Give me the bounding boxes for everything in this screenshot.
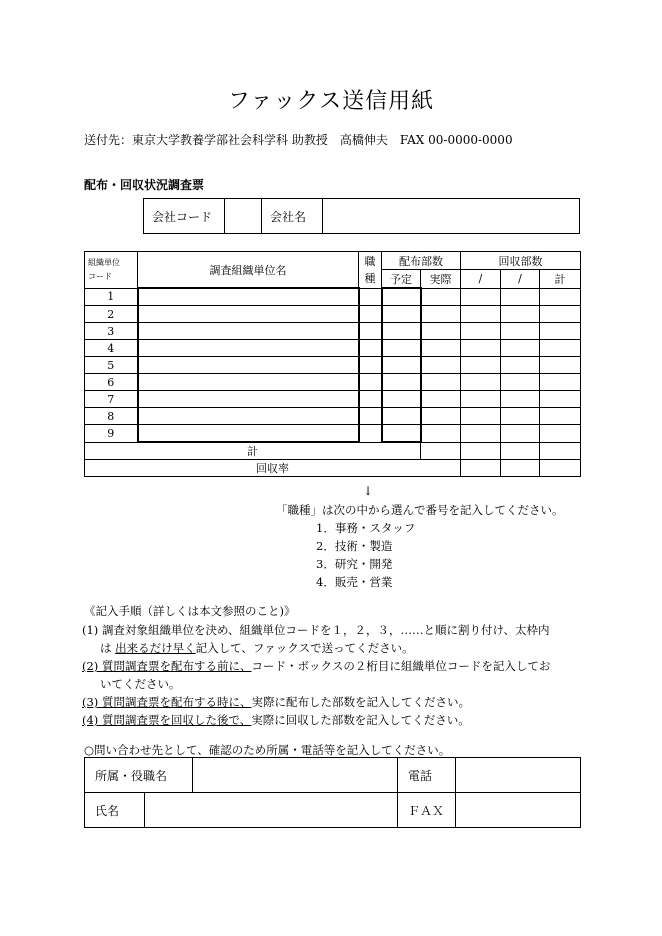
row-code: 1 xyxy=(85,288,138,306)
total-actual-cell[interactable] xyxy=(421,442,461,460)
collected-cell-1[interactable] xyxy=(461,288,501,306)
collected-total-cell[interactable] xyxy=(540,425,581,443)
unit-name-cell[interactable] xyxy=(138,306,359,323)
step4-underline: (4) 質問調査票を回収した後で、 xyxy=(82,713,252,727)
job-type-cell[interactable] xyxy=(359,340,382,357)
inquiry-note: ○問い合わせ先として、確認のため所属・電話等を記入してください。 xyxy=(84,743,451,757)
fax-label: ＦＡＸ xyxy=(398,793,456,828)
distributed-header: 配布部数 xyxy=(382,252,461,270)
actual-cell[interactable] xyxy=(421,357,461,374)
collected-cell-2[interactable] xyxy=(501,408,540,425)
collected-total-cell[interactable] xyxy=(540,391,581,408)
procedure-step-3 xyxy=(82,694,470,710)
row-code: 6 xyxy=(85,374,138,391)
job-type-cell[interactable] xyxy=(359,425,382,443)
row-code: 2 xyxy=(85,306,138,323)
job-type-cell[interactable] xyxy=(359,288,382,306)
phone-label: 電話 xyxy=(398,758,456,793)
collected-cell-1[interactable] xyxy=(461,323,501,340)
job-type-header xyxy=(359,252,382,289)
job-header-line1: 職 xyxy=(364,254,376,268)
job-header-line2: 種 xyxy=(364,271,376,285)
row-code: 5 xyxy=(85,357,138,374)
send-to-line: 送付先：東京大学教養学部社会科学科 助教授 高橋伸夫 FAX 00-0000-0000 xyxy=(84,133,513,147)
table-row xyxy=(85,391,581,408)
company-info-table xyxy=(143,198,580,234)
table-row xyxy=(85,408,581,425)
job-type-cell[interactable] xyxy=(359,357,382,374)
collected-total-cell[interactable] xyxy=(540,408,581,425)
collected-cell-1[interactable] xyxy=(461,374,501,391)
collected-cell-2[interactable] xyxy=(501,425,540,443)
procedure-title: 《記入手順（詳しくは本文参照のこと)》 xyxy=(84,604,296,618)
collected-cell-2[interactable] xyxy=(501,357,540,374)
collected-total-cell[interactable] xyxy=(540,288,581,306)
section-title: 配布・回収状況調査票 xyxy=(84,178,205,192)
planned-cell[interactable] xyxy=(382,408,421,425)
step3-post: 実際に配布した部数を記入してください。 xyxy=(251,695,470,709)
collected-cell-2[interactable] xyxy=(501,323,540,340)
table-row xyxy=(85,340,581,357)
table-row xyxy=(85,374,581,391)
unit-name-cell[interactable] xyxy=(138,374,359,391)
actual-header: 実際 xyxy=(421,270,461,289)
collected-total-cell[interactable] xyxy=(540,357,581,374)
unit-name-cell[interactable] xyxy=(138,391,359,408)
company-name-label: 会社名 xyxy=(262,199,323,234)
actual-cell[interactable] xyxy=(421,288,461,306)
table-row xyxy=(85,357,581,374)
job-type-note: 「職種」は次の中から選んで番号を記入してください。 xyxy=(276,503,564,517)
job-option: 1．事務・スタッフ xyxy=(316,521,416,535)
table-row xyxy=(85,425,581,443)
job-type-cell[interactable] xyxy=(359,374,382,391)
job-option: 2．技術・製造 xyxy=(316,539,393,553)
page-title: ファックス送信用紙 xyxy=(227,89,435,114)
contact-table xyxy=(84,757,581,828)
step2-post: コード・ボックスの２桁目に組織単位コードを記入してお xyxy=(251,659,551,673)
job-type-cell[interactable] xyxy=(359,391,382,408)
collected-cell-2[interactable] xyxy=(501,306,540,323)
collected-cell-1[interactable] xyxy=(461,340,501,357)
collected-total-cell[interactable] xyxy=(540,323,581,340)
fax-field[interactable] xyxy=(456,793,581,828)
table-row xyxy=(85,288,581,306)
row-code: 9 xyxy=(85,425,138,443)
actual-cell[interactable] xyxy=(421,374,461,391)
row-code: 4 xyxy=(85,340,138,357)
planned-cell[interactable] xyxy=(382,288,421,306)
step3-underline: (3) 質問調査票を配布する時に、 xyxy=(82,695,252,709)
code-header-line1: 組織単位 xyxy=(88,257,120,267)
table-row xyxy=(85,323,581,340)
row-code: 7 xyxy=(85,391,138,408)
job-option: 3．研究・開発 xyxy=(316,557,393,571)
planned-cell[interactable] xyxy=(382,340,421,357)
collected-total-cell[interactable] xyxy=(540,306,581,323)
collected-cell-1[interactable] xyxy=(461,306,501,323)
actual-cell[interactable] xyxy=(421,391,461,408)
collected-cell-1[interactable] xyxy=(461,357,501,374)
phone-field[interactable] xyxy=(456,758,581,793)
unit-name-cell[interactable] xyxy=(138,288,359,306)
procedure-step-4 xyxy=(82,712,470,728)
name-field[interactable] xyxy=(145,793,398,828)
company-name-field[interactable] xyxy=(323,199,580,234)
rate-row-label: 回収率 xyxy=(85,460,461,477)
job-option: 4．販売・営業 xyxy=(316,575,393,589)
collected-cell-1[interactable] xyxy=(461,391,501,408)
actual-cell[interactable] xyxy=(421,425,461,443)
unit-name-cell[interactable] xyxy=(138,340,359,357)
rate-cell-1[interactable] xyxy=(461,460,501,477)
collected-cell-2[interactable] xyxy=(501,340,540,357)
unit-name-cell[interactable] xyxy=(138,323,359,340)
collected-slash-2: / xyxy=(501,270,540,289)
company-code-field[interactable] xyxy=(225,199,262,234)
affiliation-field[interactable] xyxy=(193,758,398,793)
planned-cell[interactable] xyxy=(382,323,421,340)
job-type-cell[interactable] xyxy=(359,306,382,323)
step1-pre: は xyxy=(100,641,112,655)
code-header xyxy=(85,252,138,289)
total-collected-sum[interactable] xyxy=(540,442,581,460)
collected-total-header: 計 xyxy=(540,270,581,289)
procedure-step-1-cont xyxy=(100,640,414,656)
procedure-step-2 xyxy=(82,658,550,674)
total-collected-1[interactable] xyxy=(461,442,501,460)
step2-underline: (2) 質問調査票を配布する前に、 xyxy=(82,659,252,673)
planned-cell[interactable] xyxy=(382,425,421,443)
job-type-cell[interactable] xyxy=(359,408,382,425)
total-collected-2[interactable] xyxy=(501,442,540,460)
actual-cell[interactable] xyxy=(421,306,461,323)
collected-cell-2[interactable] xyxy=(501,288,540,306)
collected-slash-1: / xyxy=(461,270,501,289)
collected-cell-2[interactable] xyxy=(501,374,540,391)
row-code: 3 xyxy=(85,323,138,340)
distribution-table xyxy=(84,251,581,477)
step1-underline: 出来るだけ早く xyxy=(115,641,196,655)
planned-cell[interactable] xyxy=(382,306,421,323)
affiliation-label: 所属・役職名 xyxy=(85,758,193,793)
procedure-step-1: (1) 調査対象組織単位を決め、組織単位コードを１，２，３，……と順に割り付け、太枠内 xyxy=(82,623,550,637)
planned-cell[interactable] xyxy=(382,374,421,391)
planned-cell[interactable] xyxy=(382,391,421,408)
planned-cell[interactable] xyxy=(382,357,421,374)
unit-name-cell[interactable] xyxy=(138,408,359,425)
procedure-step-2-cont: いてください。 xyxy=(100,677,181,691)
collected-cell-1[interactable] xyxy=(461,425,501,443)
collected-total-cell[interactable] xyxy=(540,340,581,357)
actual-cell[interactable] xyxy=(421,340,461,357)
collected-cell-1[interactable] xyxy=(461,408,501,425)
unit-name-header: 調査組織単位名 xyxy=(138,252,359,289)
row-code: 8 xyxy=(85,408,138,425)
planned-header: 予定 xyxy=(382,270,421,289)
table-row xyxy=(85,306,581,323)
actual-cell[interactable] xyxy=(421,323,461,340)
company-code-label: 会社コード xyxy=(144,199,225,234)
step1-post: 記入して、ファックスで送ってください。 xyxy=(195,641,414,655)
rate-cell-3[interactable] xyxy=(540,460,581,477)
collected-cell-2[interactable] xyxy=(501,391,540,408)
unit-name-cell[interactable] xyxy=(138,425,359,443)
unit-name-cell[interactable] xyxy=(138,357,359,374)
collected-header: 回収部数 xyxy=(461,252,581,270)
step4-post: 実際に回収した部数を記入してください。 xyxy=(251,713,470,727)
job-type-cell[interactable] xyxy=(359,323,382,340)
code-header-line2: コード xyxy=(88,271,112,281)
rate-cell-2[interactable] xyxy=(501,460,540,477)
down-arrow-icon: ↓ xyxy=(363,484,374,498)
actual-cell[interactable] xyxy=(421,408,461,425)
total-row-label: 計 xyxy=(85,442,421,460)
collected-total-cell[interactable] xyxy=(540,374,581,391)
name-label: 氏名 xyxy=(85,793,145,828)
